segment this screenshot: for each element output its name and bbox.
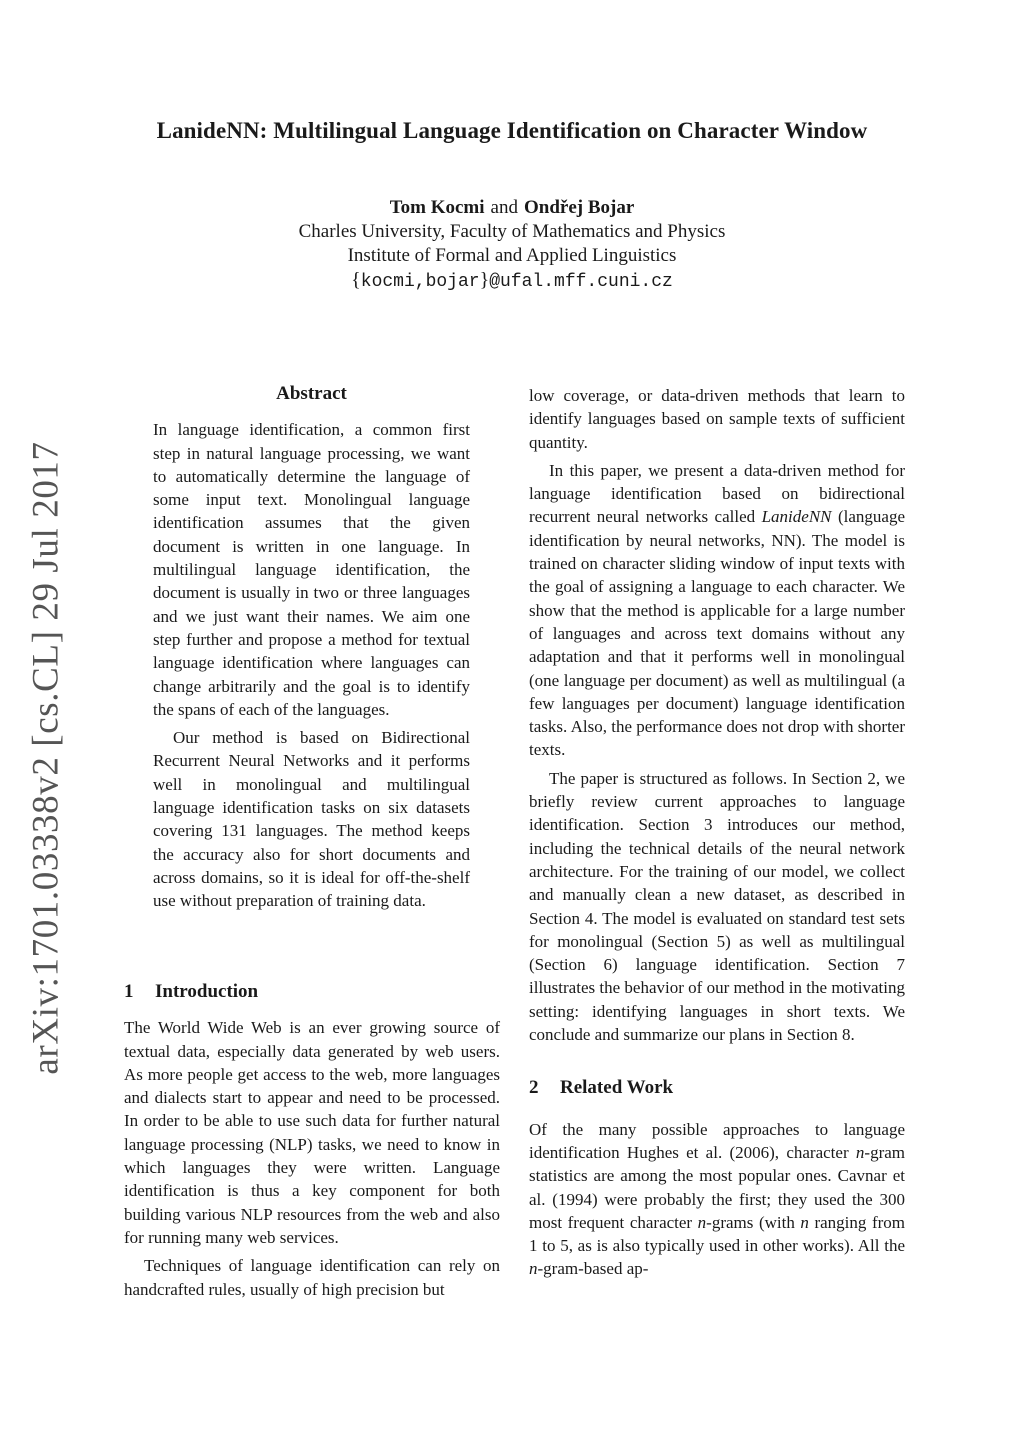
arxiv-identifier-stamp: arXiv:1701.03338v2 [cs.CL] 29 Jul 2017 bbox=[25, 441, 67, 1075]
right-column bbox=[529, 384, 905, 1281]
introduction-section bbox=[124, 980, 500, 1301]
math-variable: n bbox=[697, 1212, 707, 1232]
section-heading-related-work bbox=[529, 1076, 905, 1099]
email-brace-close: } bbox=[479, 269, 490, 291]
body-paragraph bbox=[529, 1118, 905, 1281]
paper-title: LanideNN: Multilingual Language Identification on Character Window bbox=[156, 118, 868, 143]
text-segment: In this paper, we present a data-driven method for language identification based on bidirectional recurrent neural networks called bbox=[529, 460, 905, 527]
abstract-section bbox=[153, 382, 470, 913]
body-paragraph: Techniques of language identification can rely on handcrafted rules, usually of high precision but bbox=[124, 1256, 500, 1299]
abstract-paragraph: In language identification, a common first step in natural language processing, we want to automatically determine the language of some input text. Monolingual language identification assumes that the given document is written in one language. In multilingual language identification, the document is usually in two or three languages and we just want their names. We aim one step further and propose a method for textual language identification where languages can change arbitrarily and the goal is to identify the spans of each of the languages. bbox=[153, 420, 470, 719]
method-name: LanideNN bbox=[761, 507, 832, 527]
text-segment: -grams (with bbox=[706, 1212, 801, 1232]
text-segment: Of the many possible approaches to language identification Hughes et al. (2006), character bbox=[529, 1119, 905, 1162]
author-conjunction: and bbox=[490, 197, 518, 218]
body-paragraph-continuation: low coverage, or data-driven methods that learn to identify languages based on sample texts of sufficient quantity. bbox=[529, 386, 905, 452]
affiliation-line: Institute of Formal and Applied Linguistics bbox=[347, 245, 677, 266]
math-variable: n bbox=[855, 1142, 865, 1162]
author-names bbox=[0, 196, 1024, 220]
abstract-paragraph: Our method is based on Bidirectional Recurrent Neural Networks and it performs well in monolingual and multilingual language identification tasks on six datasets covering 131 languages. The method keeps the accuracy also for short documents and across domains, so it is ideal for off-the-shelf use without preparation of training data. bbox=[153, 728, 470, 911]
abstract-heading: Abstract bbox=[276, 383, 347, 404]
author-name: Ondřej Bojar bbox=[523, 197, 635, 218]
email-brace-open: { bbox=[351, 269, 361, 291]
math-variable: n bbox=[529, 1259, 538, 1279]
section-heading-introduction bbox=[124, 980, 500, 1003]
section-title: Related Work bbox=[560, 1077, 674, 1099]
text-segment: -gram statistics are among the most popular ones. Cavnar et al. (1994) were probably the first; they used the 300 most frequent character bbox=[529, 1142, 905, 1232]
body-paragraph: The World Wide Web is an ever growing source of textual data, especially data generated by web users. As more people get access to the web, more languages and dialects start to appear and need to be processed. In order to be able to use such data for further natural language processing (NLP) tasks, we need to know in which languages they were written. Language identification is thus a key component for both building various NLP resources from the web and also for running many web services. bbox=[124, 1018, 500, 1247]
text-segment: (language identification by neural networks, NN). The model is trained on character sliding window of input texts with the goal of assigning a language to each character. We show that the method is applicable for a large number of languages and across text domains without any adaptation and that it performs well in monolingual (one language per document) as well as multilingual (a few languages per document) language identification tasks. Also, the performance does not drop with shorter texts. bbox=[529, 507, 905, 760]
email-domain: @ufal.mff.cuni.cz bbox=[489, 272, 673, 292]
body-paragraph bbox=[529, 459, 905, 762]
author-email bbox=[0, 268, 1024, 294]
section-number: 2 bbox=[529, 1077, 539, 1099]
email-users: kocmi,bojar bbox=[360, 272, 480, 292]
text-segment: -gram-based ap- bbox=[537, 1259, 649, 1279]
text-segment: ranging from 1 to 5, as is also typically used in other works). All the bbox=[529, 1212, 905, 1256]
author-name: Tom Kocmi bbox=[389, 197, 485, 218]
math-variable: n bbox=[800, 1212, 809, 1232]
body-paragraph: The paper is structured as follows. In Section 2, we briefly review current approaches to language identification. Section 3 introduces our method, including the technical details of the neural network architecture. For the training of our model, we collect and manually clean a new dataset, as described in Section 4. The model is evaluated on standard test sets for monolingual (Section 5) as well as multilingual (Section 6) language identification. Section 7 illustrates the behavior of our method in the motivating setting: identifying languages in short texts. We conclude and summarize our plans in Section 8. bbox=[529, 768, 905, 1045]
affiliation-line: Charles University, Faculty of Mathematics and Physics bbox=[298, 221, 726, 242]
author-block bbox=[0, 196, 1024, 294]
section-title: Introduction bbox=[155, 981, 259, 1002]
section-number: 1 bbox=[124, 981, 134, 1002]
